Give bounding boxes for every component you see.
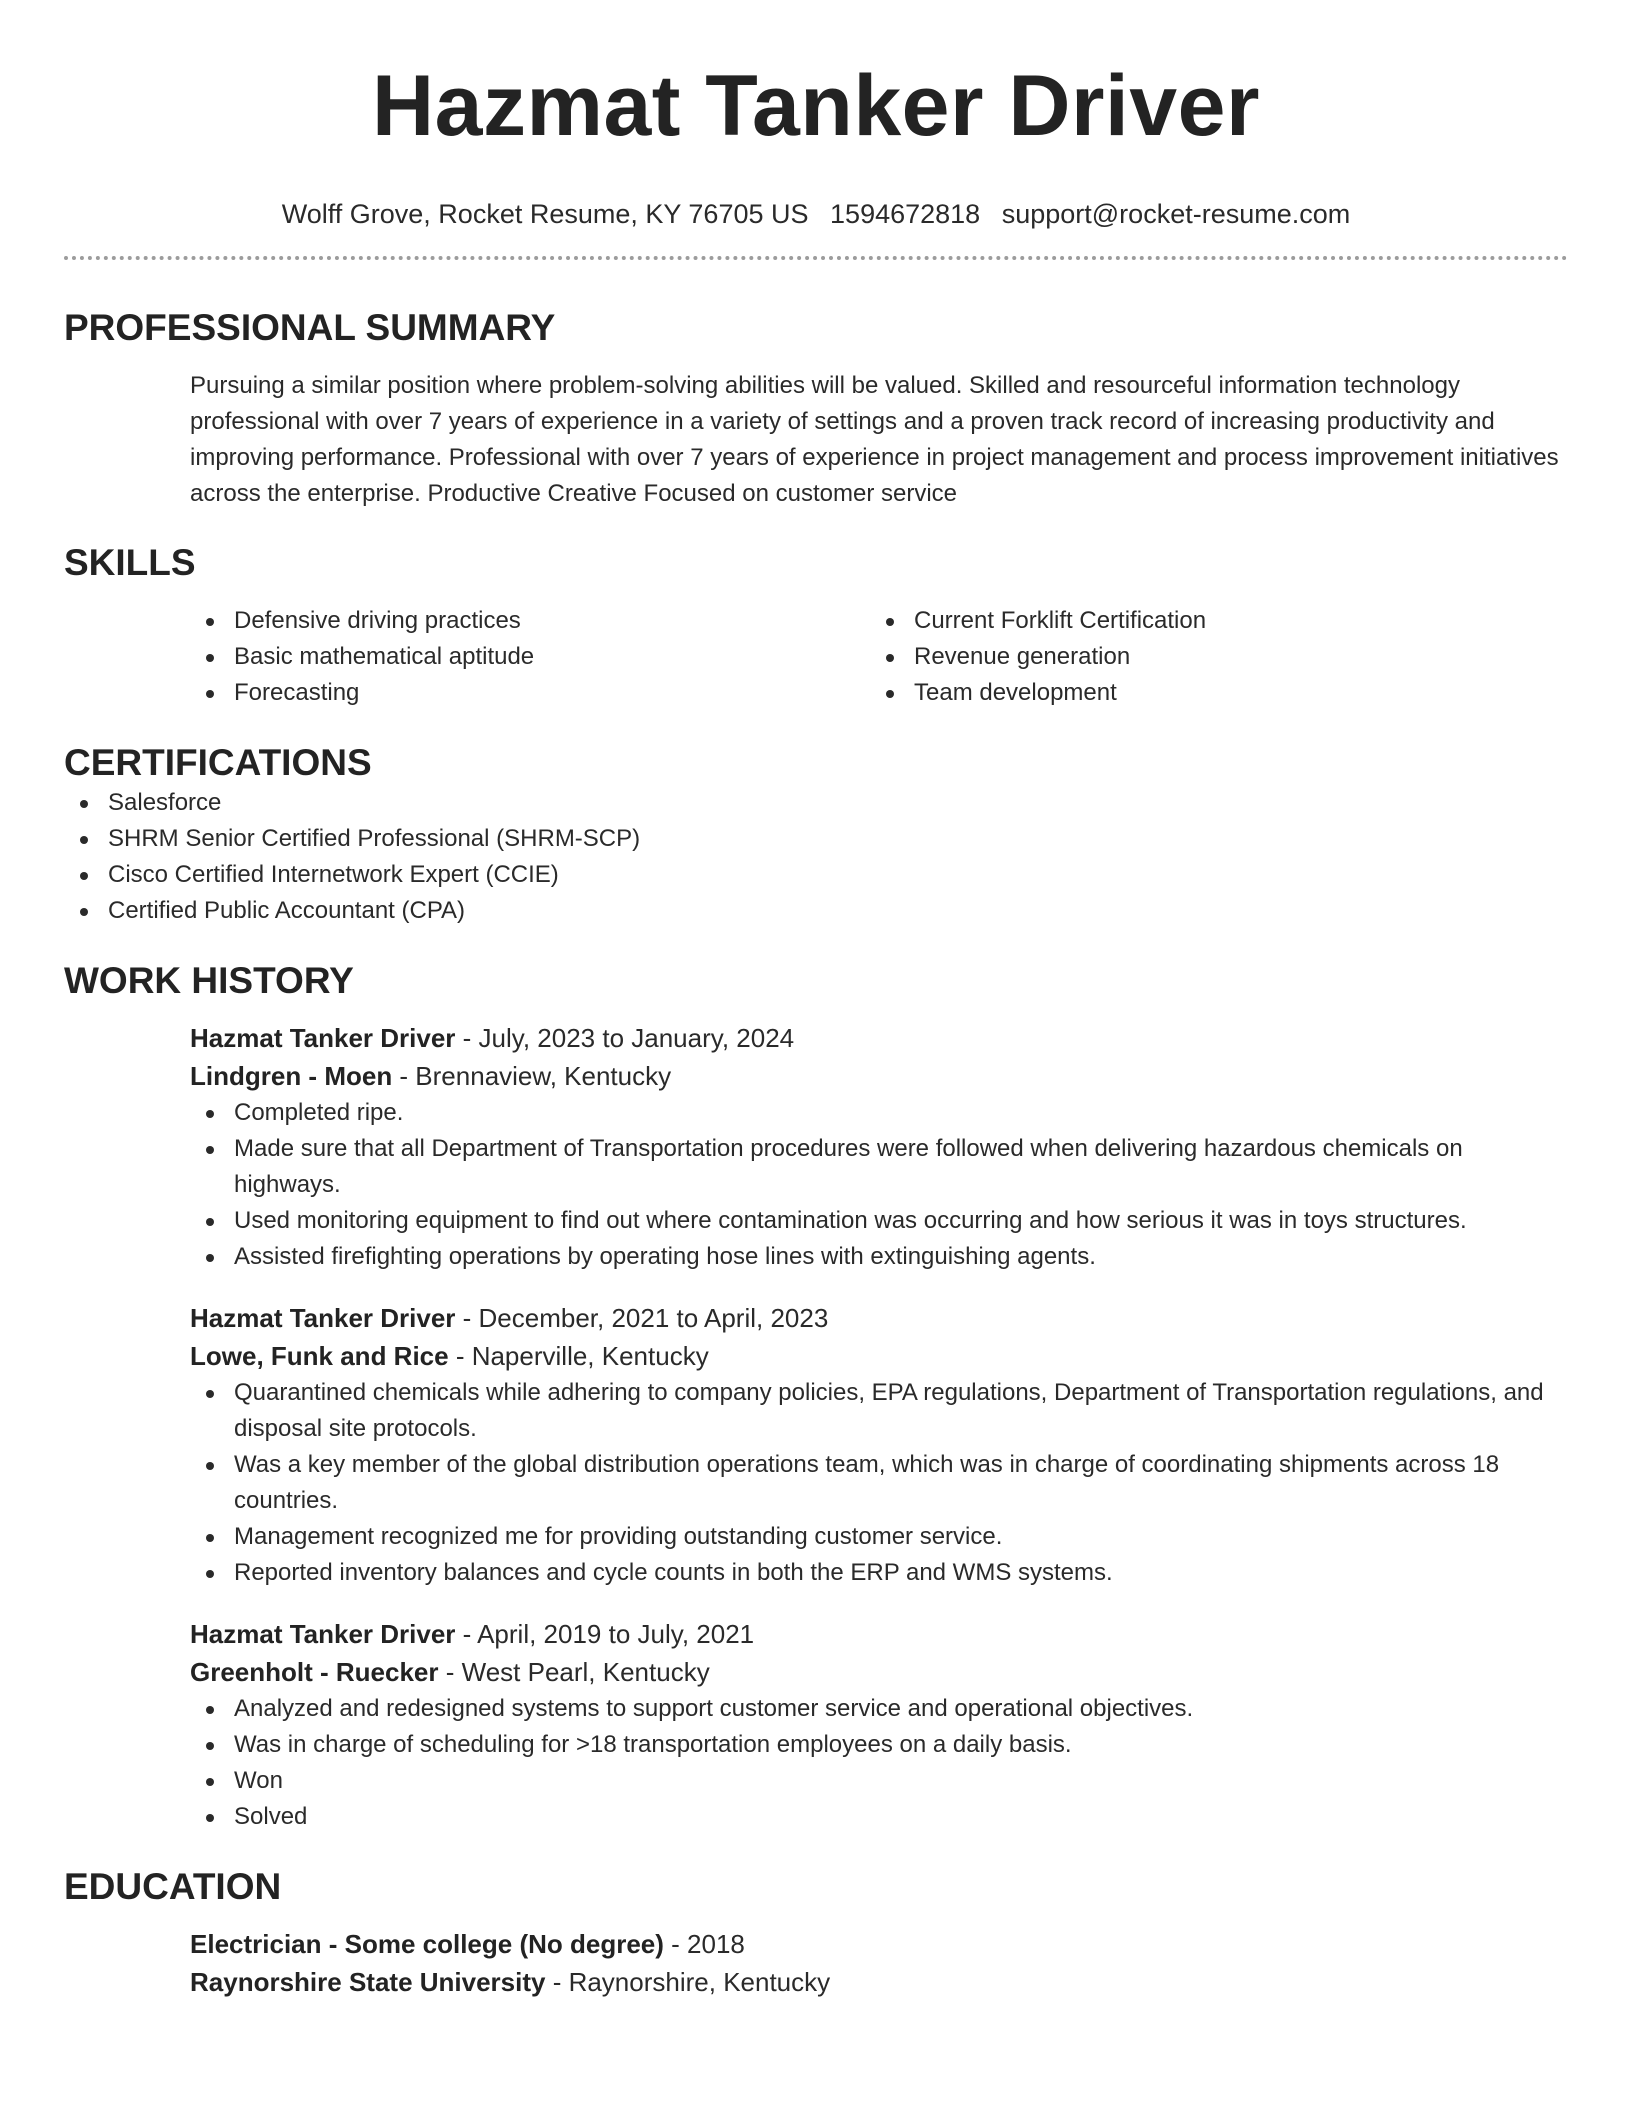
skills-section xyxy=(64,541,1568,711)
contact-line xyxy=(64,196,1568,232)
job-role: Hazmat Tanker Driver xyxy=(190,1619,456,1649)
skill-item: Team development xyxy=(870,675,1550,711)
skills-grid xyxy=(190,603,1568,711)
job-duties-list xyxy=(190,1691,1568,1835)
job-entry xyxy=(190,1299,1568,1591)
job-entry xyxy=(190,1019,1568,1275)
skills-column-left xyxy=(190,603,870,711)
skills-heading: SKILLS xyxy=(64,542,196,583)
job-duty-item: Won xyxy=(190,1763,1568,1799)
skill-item: Forecasting xyxy=(190,675,870,711)
job-company-line xyxy=(190,1057,1568,1095)
summary-heading: PROFESSIONAL SUMMARY xyxy=(64,307,556,348)
skill-item: Basic mathematical aptitude xyxy=(190,639,870,675)
education-degree: Electrician - Some college (No degree) xyxy=(190,1929,664,1959)
job-dates: - December, 2021 to April, 2023 xyxy=(455,1303,829,1333)
summary-section xyxy=(64,306,1568,512)
certification-item: Cisco Certified Internetwork Expert (CCIE) xyxy=(64,857,1568,893)
job-duty-item: Was a key member of the global distribution operations team, which was in charge of coordinating shipments across 18 countries. xyxy=(190,1447,1568,1519)
job-duty-item: Analyzed and redesigned systems to support customer service and operational objectives. xyxy=(190,1691,1568,1727)
skills-list-right xyxy=(870,603,1550,711)
job-duty-item: Completed ripe. xyxy=(190,1095,1568,1131)
certifications-section xyxy=(64,741,1568,929)
education-degree-line xyxy=(190,1925,1568,1963)
certification-item: Certified Public Accountant (CPA) xyxy=(64,893,1568,929)
job-title-line xyxy=(190,1615,1568,1653)
education-heading: EDUCATION xyxy=(64,1866,282,1907)
summary-text: Pursuing a similar position where problem-solving abilities will be valued. Skilled and resourceful information technology professional with over 7 years of experience in a variety of settings and a proven track record of increasing productivity and improving performance. Professional with over 7 years of experience in project management and process improvement initiatives across the enterprise. Productive Creative Focused on customer service xyxy=(190,372,1559,507)
certifications-heading: CERTIFICATIONS xyxy=(64,742,372,783)
work-history-heading: WORK HISTORY xyxy=(64,960,354,1001)
skills-column-right xyxy=(870,603,1550,711)
skill-item: Current Forklift Certification xyxy=(870,603,1550,639)
job-location: - West Pearl, Kentucky xyxy=(438,1657,710,1687)
job-duty-item: Used monitoring equipment to find out where contamination was occurring and how serious it was in toys structures. xyxy=(190,1203,1568,1239)
education-school-line xyxy=(190,1963,1568,2001)
job-duty-item: Assisted firefighting operations by operating hose lines with extinguishing agents. xyxy=(190,1239,1568,1275)
job-company-line xyxy=(190,1337,1568,1375)
job-duty-item: Made sure that all Department of Transportation procedures were followed when delivering hazardous chemicals on highways. xyxy=(190,1131,1568,1203)
candidate-name: Hazmat Tanker Driver xyxy=(372,58,1260,154)
header-divider xyxy=(64,256,1568,260)
education-school: Raynorshire State University xyxy=(190,1967,546,1997)
contact-address: Wolff Grove, Rocket Resume, KY 76705 US xyxy=(281,199,809,229)
job-dates: - July, 2023 to January, 2024 xyxy=(455,1023,795,1053)
job-company: Lowe, Funk and Rice xyxy=(190,1341,449,1371)
job-duty-item: Reported inventory balances and cycle counts in both the ERP and WMS systems. xyxy=(190,1555,1568,1591)
education-location: - Raynorshire, Kentucky xyxy=(545,1967,831,1997)
job-company-line xyxy=(190,1653,1568,1691)
job-duty-item: Quarantined chemicals while adhering to company policies, EPA regulations, Department of Transportation regulations, and disposal site protocols. xyxy=(190,1375,1568,1447)
skill-item: Defensive driving practices xyxy=(190,603,870,639)
job-company: Greenholt - Ruecker xyxy=(190,1657,439,1687)
certification-item: SHRM Senior Certified Professional (SHRM-SCP) xyxy=(64,821,1568,857)
education-section xyxy=(64,1865,1568,2001)
certifications-list xyxy=(64,785,1568,929)
skills-list-left xyxy=(190,603,870,711)
certification-item: Salesforce xyxy=(64,785,1568,821)
job-duty-item: Was in charge of scheduling for >18 transportation employees on a daily basis. xyxy=(190,1727,1568,1763)
job-role: Hazmat Tanker Driver xyxy=(190,1023,456,1053)
job-location: - Brennaview, Kentucky xyxy=(392,1061,672,1091)
job-title-line xyxy=(190,1019,1568,1057)
job-dates: - April, 2019 to July, 2021 xyxy=(455,1619,755,1649)
job-title-line xyxy=(190,1299,1568,1337)
contact-phone: 1594672818 xyxy=(830,199,981,229)
job-duty-item: Solved xyxy=(190,1799,1568,1835)
job-company: Lindgren - Moen xyxy=(190,1061,393,1091)
job-role: Hazmat Tanker Driver xyxy=(190,1303,456,1333)
job-duties-list xyxy=(190,1095,1568,1275)
work-history-section xyxy=(64,959,1568,1835)
job-duty-item: Management recognized me for providing outstanding customer service. xyxy=(190,1519,1568,1555)
job-location: - Naperville, Kentucky xyxy=(448,1341,709,1371)
job-duties-list xyxy=(190,1375,1568,1591)
contact-email: support@rocket-resume.com xyxy=(1001,199,1351,229)
education-year: - 2018 xyxy=(663,1929,745,1959)
education-entry xyxy=(190,1925,1568,2001)
skill-item: Revenue generation xyxy=(870,639,1550,675)
job-entry xyxy=(190,1615,1568,1835)
